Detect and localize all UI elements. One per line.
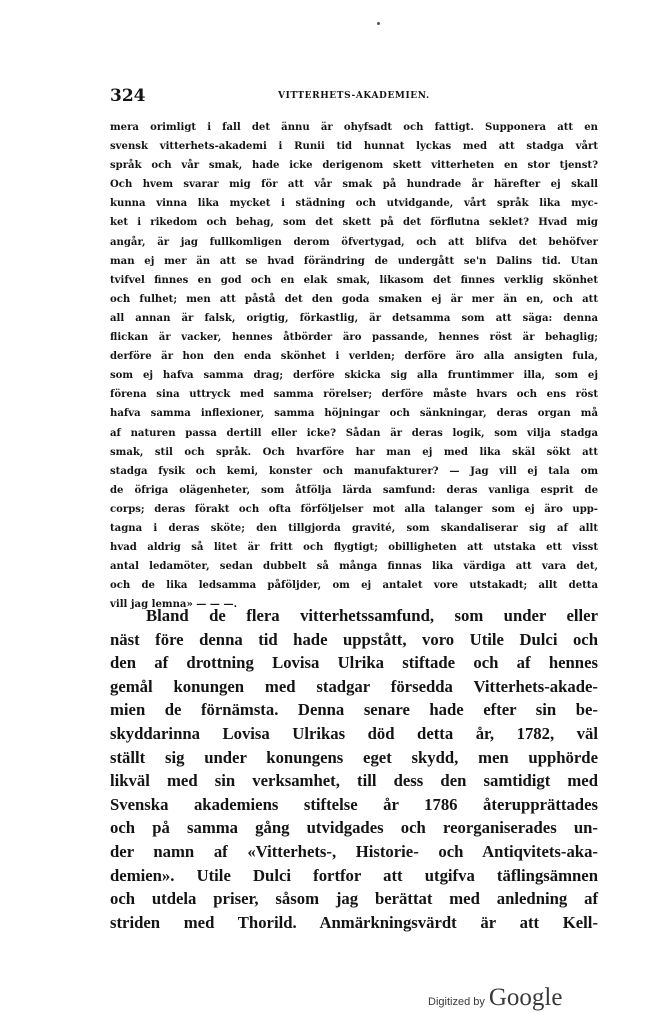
- quote-line: svensk vitterhets-akademi i Runii tid hunnat lyckas med att stadga vårt: [110, 141, 598, 153]
- quote-line: och de lika ledsamma påföljder, om ej antalet vore utstakadt; allt detta: [110, 580, 598, 592]
- body-line: likväl med sin verksamhet, till dess den samtidigt med: [110, 771, 598, 791]
- quote-line: vill jag lemna» — — —.: [110, 599, 238, 611]
- quote-line: angår, är jag fullkomligen derom öfvertygad, och att blifva det behöfver: [110, 236, 598, 248]
- quote-line: förena sina uttryck med samma rörelser; derföre måste hvars och ens röst: [110, 389, 598, 401]
- digitized-label: Digitized by: [428, 996, 485, 1008]
- quote-line: smak, stil och språk. Och hvarföre har man ej med lika skäl sökt att: [110, 446, 598, 458]
- body-line: näst före denna tid hade uppstått, voro Utile Dulci och: [110, 629, 598, 649]
- google-logo: Google: [488, 984, 563, 1011]
- quote-line: ket i rikedom och behag, som det skett på det förflutna seklet? Hvad mig: [110, 217, 598, 229]
- quote-line: flickan är vacker, hennes åtbörder äro passande, hennes röst är behaglig;: [110, 332, 598, 344]
- body-line: striden med Thorild. Anmärkningsvärdt är att Kell-: [110, 912, 598, 932]
- body-paragraph: [110, 604, 598, 934]
- quote-line: Och hvem svarar mig för att vår smak på hundrade år härefter ej skall: [110, 179, 598, 191]
- quote-line: hafva samma inflexioner, samma höjningar och sänkningar, deras organ må: [110, 408, 598, 420]
- body-line: skyddarinna Lovisa Ulrikas död detta år, 1782, väl: [110, 723, 598, 743]
- quote-line: all annan är falsk, origtig, förkastlig, är detsamma som att säga: denna: [110, 312, 598, 324]
- quote-line: tvifvel finnes en god och en elak smak, likasom det finnes verklig skönhet: [110, 274, 598, 286]
- digitized-by-google-mark: [428, 984, 562, 1014]
- quote-line: hvad aldrig så litet är fritt och flygtigt; obilligheten att utstaka ett visst: [110, 542, 598, 554]
- quote-line: man ej mer än att se hvad förändring de undergått se'n Dalins tid. Utan: [110, 255, 598, 267]
- body-line: och utdela priser, såsom jag berättat med anledning af: [110, 889, 598, 909]
- quote-line: af naturen passa dertill eller icke? Sådan är deras logik, som vilja stadga: [110, 427, 598, 439]
- body-line: Svenska akademiens stiftelse år 1786 återupprättades: [110, 794, 598, 814]
- page-number: 324: [110, 86, 146, 106]
- body-line: mien de förnämsta. Denna senare hade efter sin be-: [110, 700, 598, 720]
- quote-line: och fulhet; men att påstå det den goda smaken ej är mer än en, och att: [110, 293, 598, 305]
- quote-line: som ej hafva samma drag; derföre skicka sig alla fruntimmer illa, som ej: [110, 370, 598, 382]
- body-line: Bland de flera vitterhetssamfund, som under eller: [146, 606, 598, 625]
- speck-mark: [377, 22, 380, 25]
- quote-line: mera orimligt i fall det ännu är ohyfsadt och fattigt. Supponera att en: [110, 122, 598, 133]
- body-line: gemål konungen med stadgar försedda Vitterhets-akade-: [110, 676, 598, 696]
- quote-line: språk och vår smak, hade icke derigenom skett vitterheten en stor tjenst?: [110, 160, 598, 172]
- body-line: der namn af «Vitterhets-, Historie- och Antiqvitets-aka-: [110, 841, 598, 861]
- quote-line: de öfriga olägenheter, som åtfölja lärda samfund: deras vanliga esprit de: [110, 484, 598, 496]
- body-line: demien». Utile Dulci fortfor att utgifva täflingsämnen: [110, 865, 598, 885]
- quote-line: tagna i deras sköte; den tillgjorda gravité, som skandaliserar sig af allt: [110, 522, 598, 534]
- quoted-passage: [110, 118, 598, 614]
- quote-line: kunna vinna lika mycket i städning och utvidgande, vårt språk lika myc-: [110, 198, 598, 210]
- body-line: ställt sig under konungens eget skydd, men upphörde: [110, 747, 598, 767]
- quote-line: corps; deras förakt och ofta förföljelser mot alla talanger som ej äro upp-: [110, 503, 598, 515]
- quote-line: antal ledamöter, sedan dubbelt så många finnas lika värdiga att vara det,: [110, 561, 598, 573]
- body-line: den af drottning Lovisa Ulrika stiftade och af hennes: [110, 653, 598, 673]
- running-head: VITTERHETS-AKADEMIEN.: [278, 91, 430, 101]
- quote-line: stadga fysik och kemi, konster och manufakturer? — Jag vill ej tala om: [110, 465, 598, 477]
- body-line: och på samma gång utvidgades och reorganiserades un-: [110, 818, 598, 838]
- quote-line: derföre är hon den enda skönhet i verlden; derföre äro alla ansigten fula,: [110, 351, 598, 363]
- page-header: [110, 86, 598, 108]
